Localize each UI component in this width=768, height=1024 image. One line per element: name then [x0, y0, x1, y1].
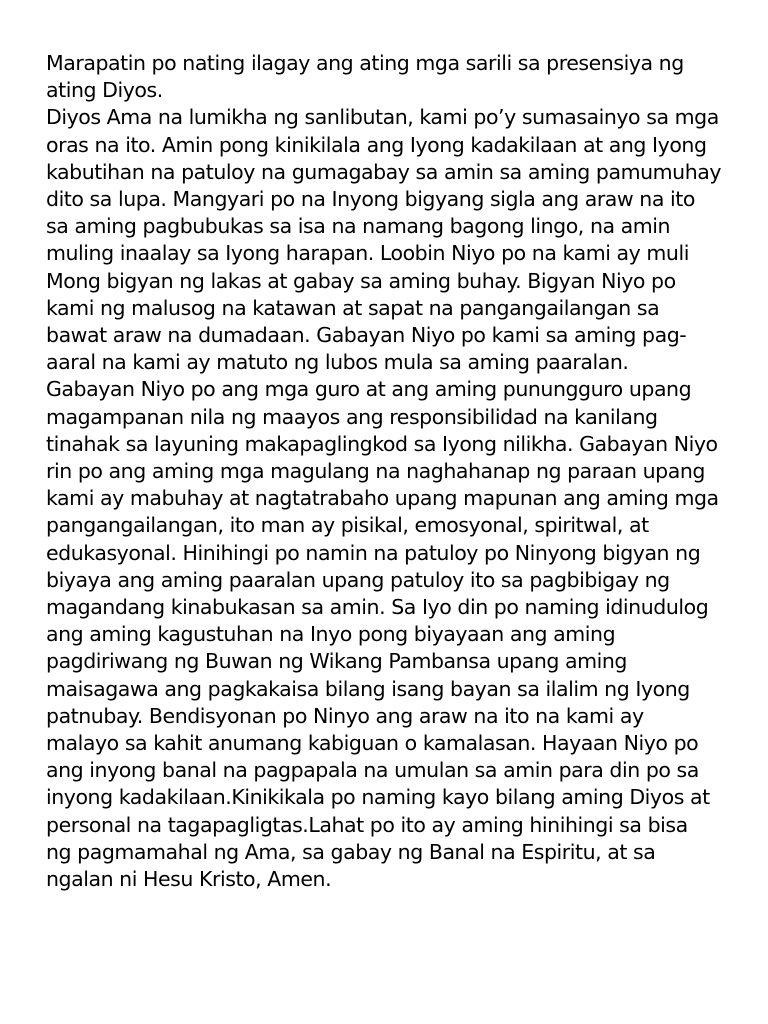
text-line-25: patnubay. Bendisyonan po Ninyo ang araw na ito na kami ay: [46, 703, 644, 728]
text-line-12: aaral na kami ay matuto ng lubos mula sa aming paaralan.: [46, 350, 629, 375]
text-line-11: bawat araw na dumadaan. Gabayan Niyo po kami sa aming pag-: [46, 323, 687, 348]
text-line-23: pagdiriwang ng Buwan ng Wikang Pambansa upang aming: [46, 649, 627, 674]
text-line-13: Gabayan Niyo po ang mga guro at ang aming punungguro upang: [46, 377, 692, 402]
text-line-27: ang inyong banal na pagpapala na umulan sa amin para din po sa: [46, 758, 699, 783]
text-line-29: personal na tagapagligtas.Lahat po ito ay aming hinihingi sa bisa: [46, 812, 688, 837]
text-line-3: Diyos Ama na lumikha ng sanlibutan, kami po’y sumasainyo sa mga: [46, 105, 719, 130]
text-line-14: magampanan nila ng maayos ang responsibilidad na kanilang: [46, 404, 658, 429]
text-line-1: Marapatin po nating ilagay ang ating mga sarili sa presensiya ng: [46, 51, 684, 75]
text-line-8: muling inaalay sa Iyong harapan. Loobin Niyo po na kami ay muli: [46, 241, 689, 266]
text-line-4: oras na ito. Amin pong kinikilala ang Iyong kadakilaan at ang Iyong: [46, 132, 707, 157]
text-line-31: ngalan ni Hesu Kristo, Amen.: [46, 867, 332, 892]
text-line-16: rin po ang aming mga magulang na naghahanap ng paraan upang: [46, 459, 705, 484]
text-line-6: dito sa lupa. Mangyari po na Inyong bigyang sigla ang araw na ito: [46, 187, 695, 212]
text-line-5: kabutihan na patuloy na gumagabay sa amin sa aming pamumuhay: [46, 159, 722, 184]
text-line-20: biyaya ang aming paaralan upang patuloy ito sa pagbibigay ng: [46, 567, 670, 592]
text-line-10: kami ng malusog na katawan at sapat na pangangailangan sa: [46, 295, 660, 320]
text-line-21: magandang kinabukasan sa amin. Sa Iyo din po naming idinudulog: [46, 595, 709, 620]
prayer-text: [46, 50, 736, 893]
text-line-24: maisagawa ang pagkakaisa bilang isang bayan sa ilalim ng Iyong: [46, 676, 690, 701]
text-line-17: kami ay mabuhay at nagtatrabaho upang mapunan ang aming mga: [46, 486, 719, 511]
text-line-26: malayo sa kahit anumang kabiguan o kamalasan. Hayaan Niyo po: [46, 731, 699, 756]
text-line-18: pangangailangan, ito man ay pisikal, emosyonal, spiritwal, at: [46, 513, 649, 538]
text-line-28: inyong kadakilaan.Kinikikala po naming kayo bilang aming Diyos at: [46, 785, 710, 810]
text-line-15: tinahak sa layuning makapaglingkod sa Iyong nilikha. Gabayan Niyo: [46, 431, 718, 456]
text-line-22: ang aming kagustuhan na Inyo pong biyayaan ang aming: [46, 622, 616, 647]
text-line-19: edukasyonal. Hinihingi po namin na patuloy po Ninyong bigyan ng: [46, 540, 701, 565]
text-line-30: ng pagmamahal ng Ama, sa gabay ng Banal na Espiritu, at sa: [46, 839, 656, 864]
text-line-9: Mong bigyan ng lakas at gabay sa aming buhay. Bigyan Niyo po: [46, 268, 676, 293]
text-line-7: sa aming pagbubukas sa isa na namang bagong lingo, na amin: [46, 214, 671, 239]
text-line-2: ating Diyos.: [46, 78, 163, 103]
